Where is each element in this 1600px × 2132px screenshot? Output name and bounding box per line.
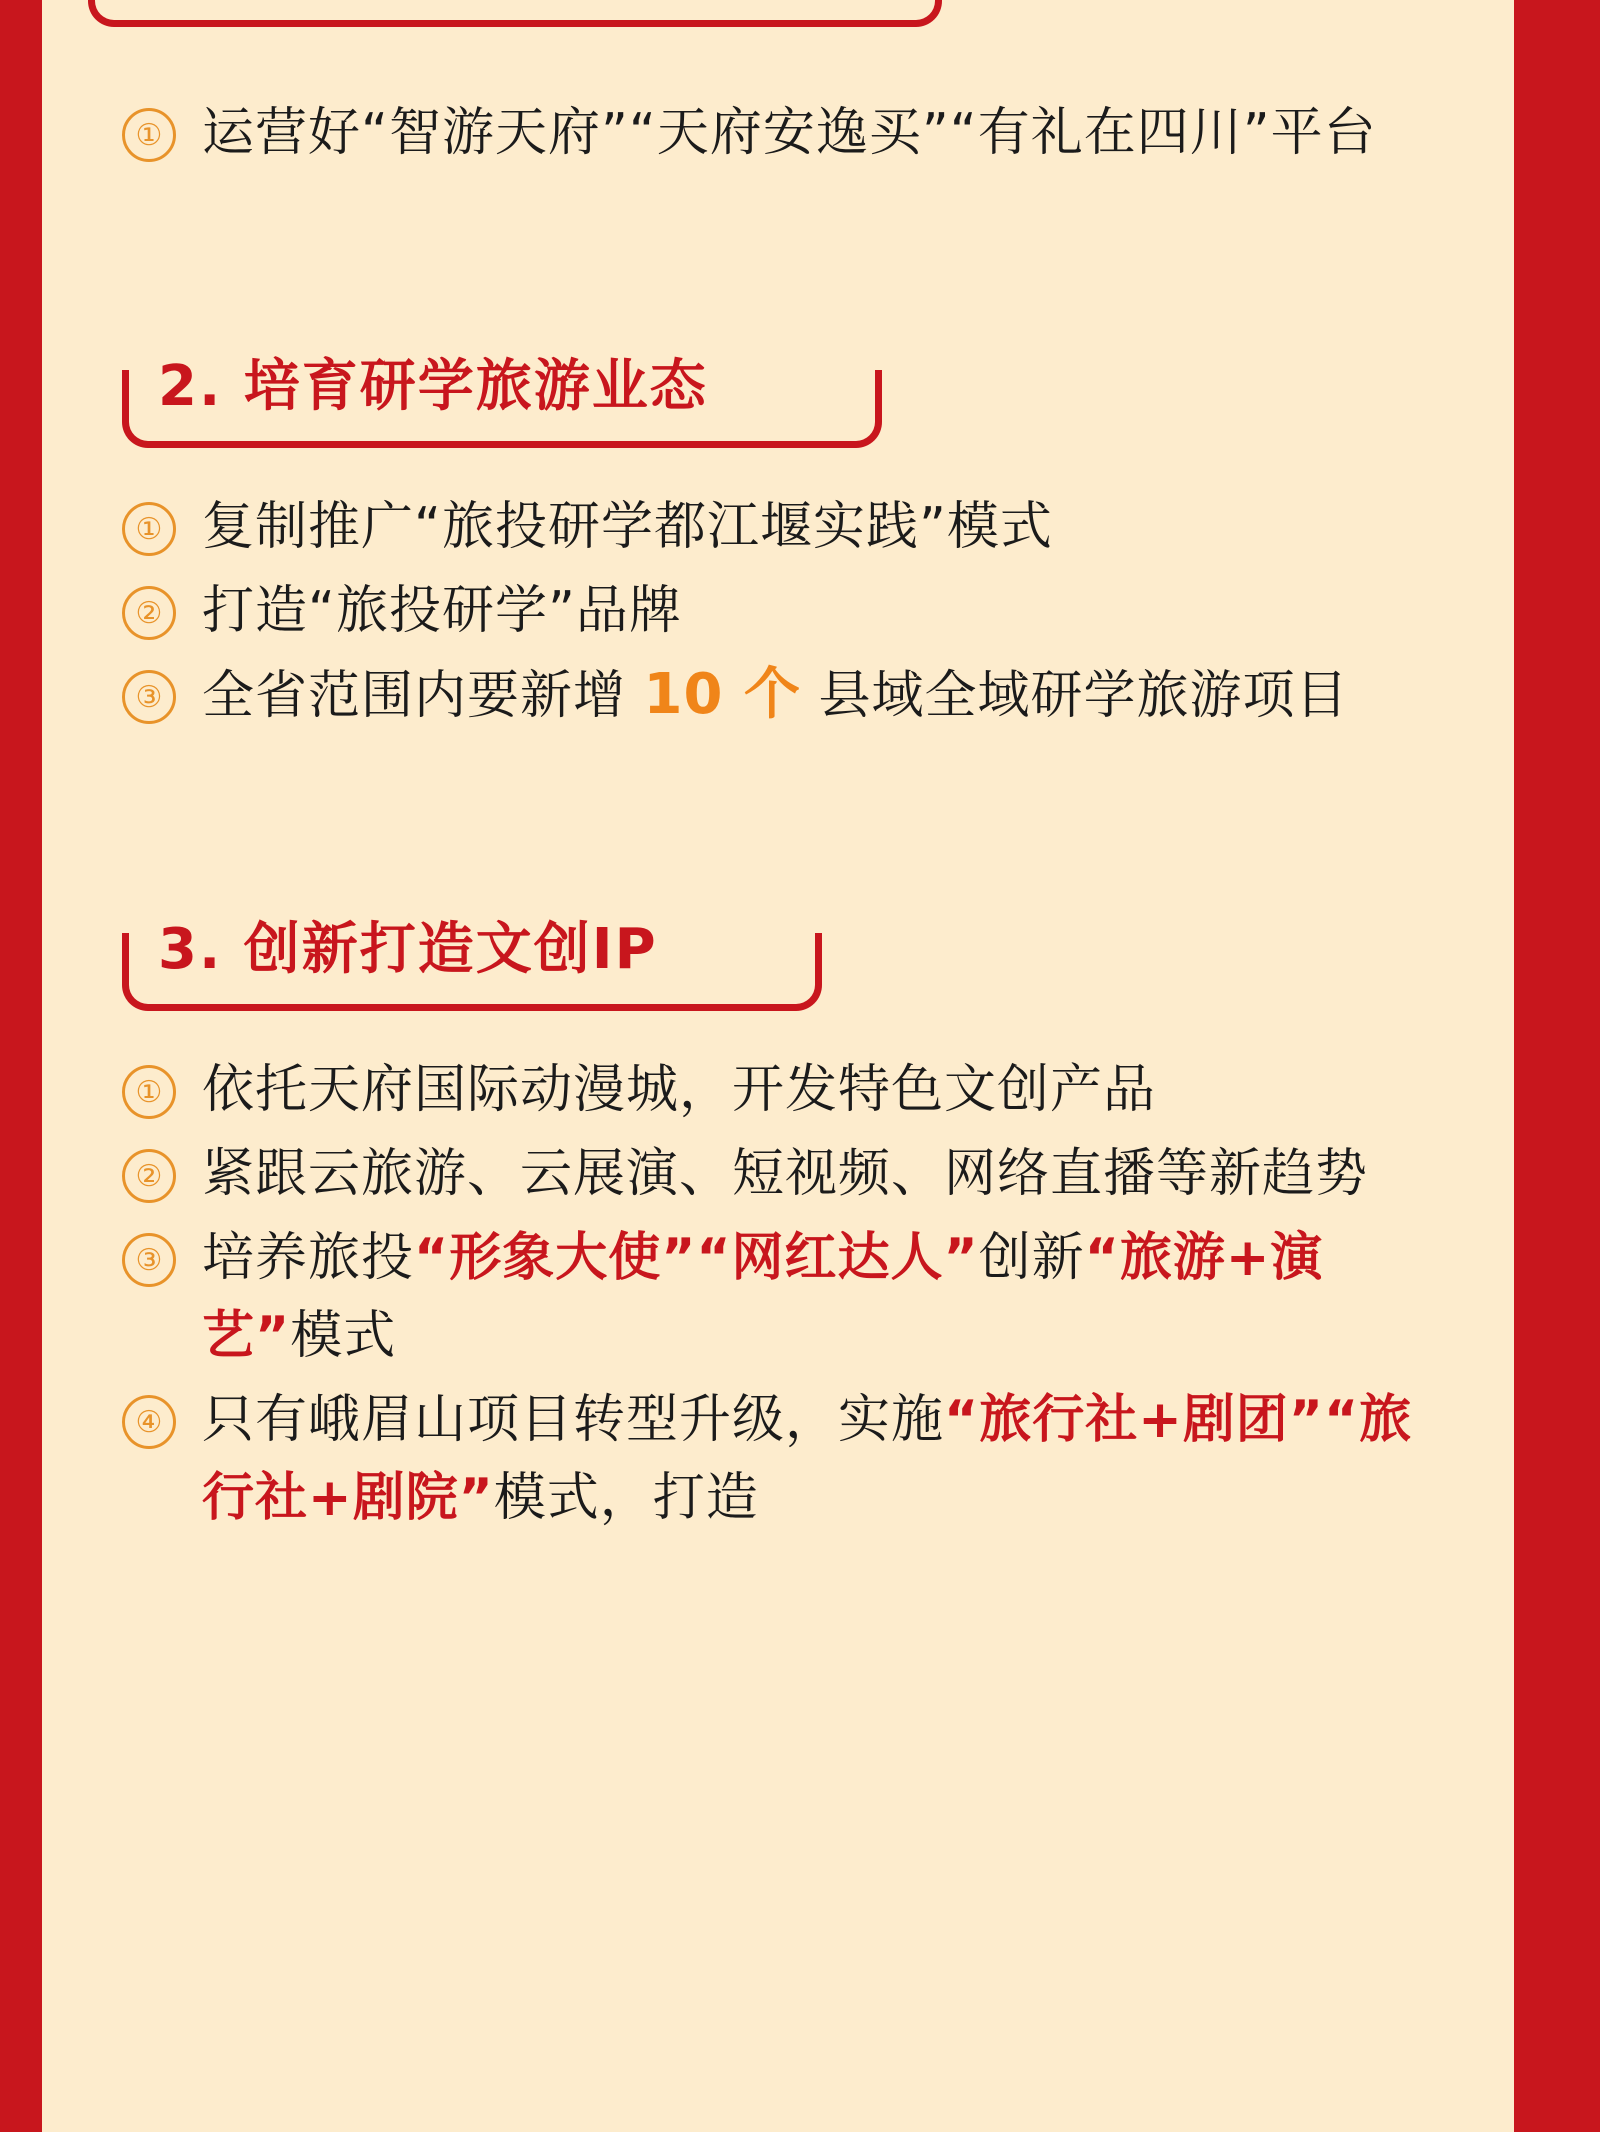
list-item <box>122 572 1454 650</box>
list-item-text <box>202 656 1454 735</box>
list-item-number: ① <box>122 502 176 556</box>
list-item <box>122 656 1454 735</box>
highlight-phrase: “旅游+演艺” <box>202 1228 1324 1366</box>
text-run: 创新 <box>978 1228 1085 1288</box>
highlight-phrase: “形象大使”“网红达人” <box>414 1228 979 1288</box>
list-item-number: ② <box>122 586 176 640</box>
text-run: 依托天府国际动漫城，开发特色文创产品 <box>202 1060 1157 1120</box>
list-item-number: ③ <box>122 670 176 724</box>
content-area <box>42 0 1514 1537</box>
text-run: 只有峨眉山项目转型升级，实施 <box>202 1390 945 1450</box>
spacer-after-section-2 <box>122 741 1454 837</box>
list-item-number: ③ <box>122 1233 176 1287</box>
spacer-after-section-1 <box>122 178 1454 274</box>
text-run: 培养旅投 <box>202 1228 415 1288</box>
text-run: 全省范围内要新增 <box>202 666 644 726</box>
list-item-text <box>202 1381 1454 1537</box>
list-item-number: ① <box>122 1065 176 1119</box>
spacer-top <box>122 0 1454 60</box>
list-item <box>122 1219 1454 1375</box>
list-item <box>122 1381 1454 1537</box>
section-3-items <box>122 1051 1454 1537</box>
section-heading-3 <box>122 915 1454 995</box>
list-item-number: ④ <box>122 1395 176 1449</box>
list-item-text <box>202 572 1454 650</box>
list-item <box>122 1135 1454 1213</box>
list-item-text <box>202 94 1454 172</box>
text-run: 打造“旅投研学”品牌 <box>202 581 682 641</box>
text-run: 紧跟云旅游、云展演、短视频、网络直播等新趋势 <box>202 1144 1369 1204</box>
section-title: 3. 创新打造文创IP <box>158 917 658 982</box>
list-item <box>122 94 1454 172</box>
section-heading-2 <box>122 352 1454 432</box>
list-item-number: ② <box>122 1149 176 1203</box>
text-run: 复制推广“旅投研学都江堰实践”模式 <box>202 497 1053 557</box>
list-item <box>122 488 1454 566</box>
content-panel <box>42 0 1514 2132</box>
list-item-number: ① <box>122 108 176 162</box>
text-run: 模式，打造 <box>493 1468 759 1528</box>
list-item <box>122 1051 1454 1129</box>
section-1-items <box>122 94 1454 172</box>
list-item-text <box>202 1219 1454 1375</box>
section-title: 2. 培育研学旅游业态 <box>158 354 708 419</box>
text-run: 运营好“智游天府”“天府安逸买”“有礼在四川”平台 <box>202 103 1377 163</box>
highlight-count: 10 个 <box>643 662 801 727</box>
section-2-items <box>122 488 1454 735</box>
text-run: 模式 <box>290 1306 397 1366</box>
text-run: 县域全域研学旅游项目 <box>800 666 1349 726</box>
list-item-text <box>202 1051 1454 1129</box>
list-item-text <box>202 488 1454 566</box>
highlight-phrase: “旅行社+剧团”“旅行社+剧院” <box>202 1390 1413 1528</box>
list-item-text <box>202 1135 1454 1213</box>
